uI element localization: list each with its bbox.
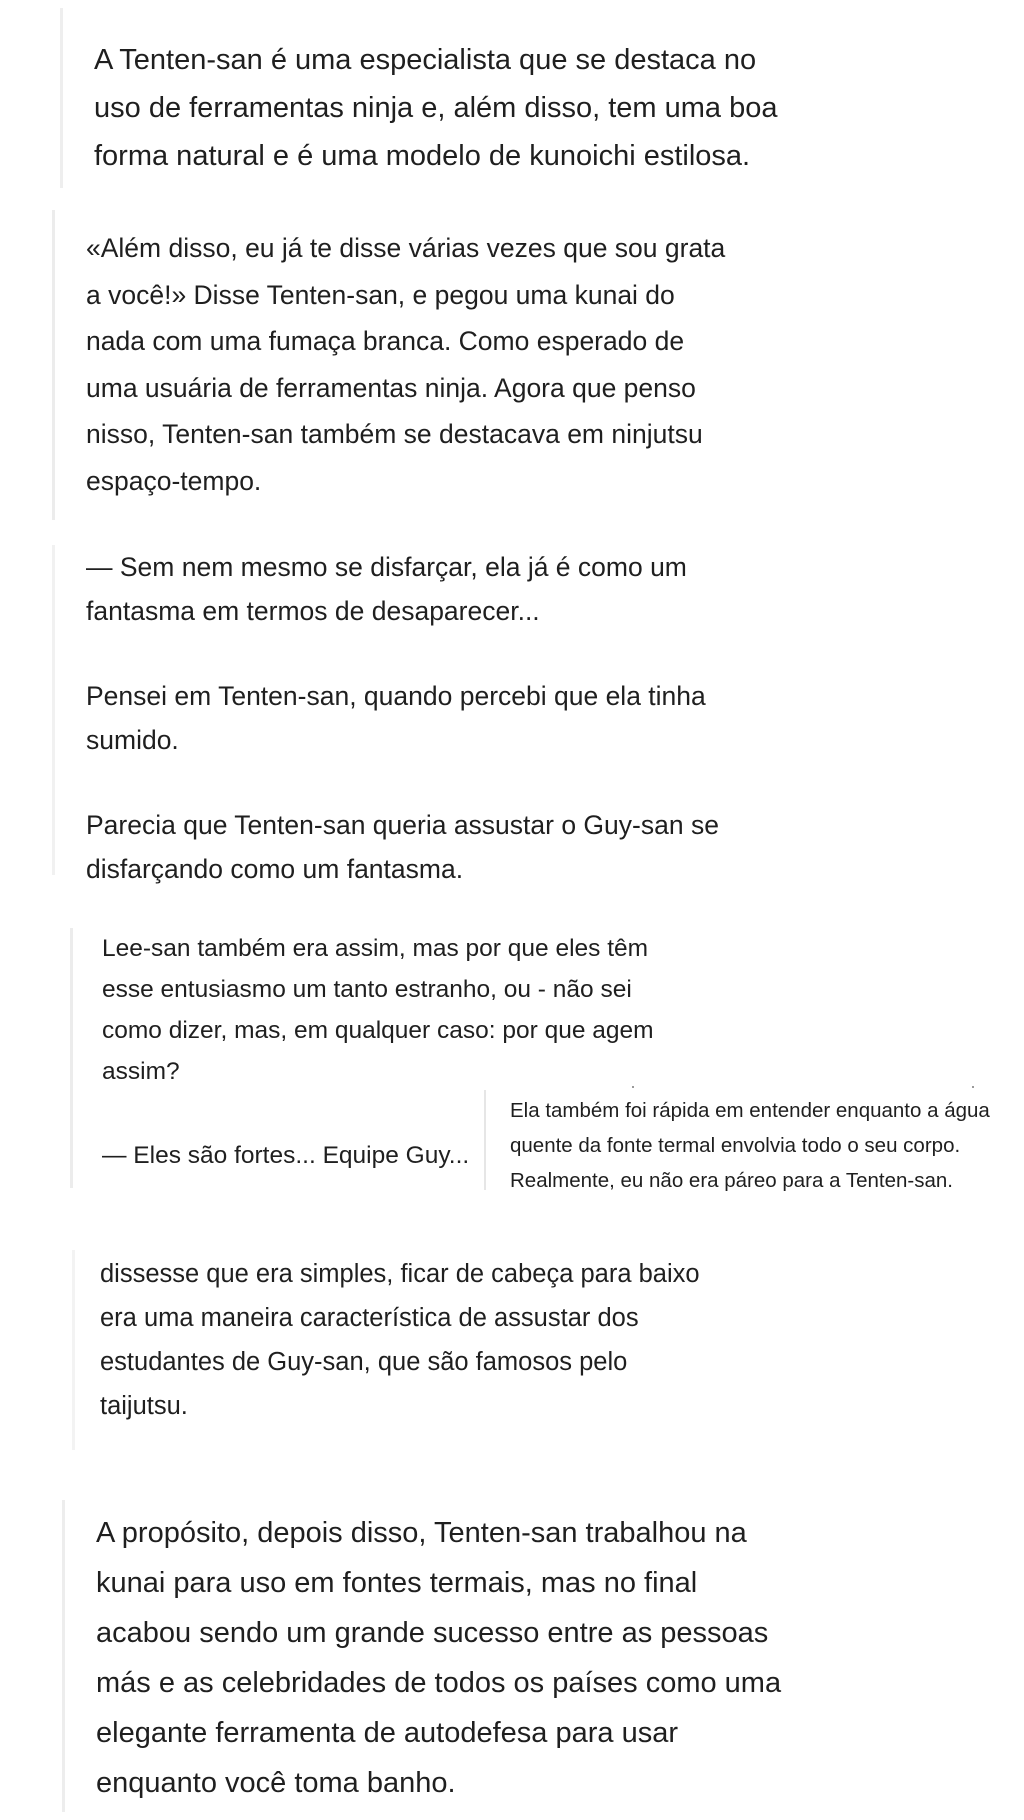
text-line: kunai para uso em fontes termais, mas no final — [96, 1567, 698, 1599]
text-block-inset — [484, 1090, 1024, 1190]
quote-bar — [60, 8, 63, 188]
speck-mark — [632, 1086, 634, 1088]
text-line: Pensei em Tenten-san, quando percebi que ela tinha — [86, 681, 706, 711]
paragraph — [94, 36, 777, 180]
text-line: uma usuária de ferramentas ninja. Agora que penso — [86, 372, 696, 403]
quote-bar — [62, 1500, 65, 1812]
text-block-1 — [60, 8, 840, 188]
text-line: Parecia que Tenten-san queria assustar o Guy-san se — [86, 810, 719, 840]
text-line: forma natural e é uma modelo de kunoichi estilosa. — [94, 140, 751, 172]
text-line: uso de ferramentas ninja e, além disso, tem uma boa — [94, 92, 778, 124]
text-line: como dizer, mas, em qualquer caso: por que agem — [102, 1017, 654, 1044]
speck-mark — [972, 1086, 974, 1088]
text-block-7 — [62, 1500, 852, 1812]
text-line: dissesse que era simples, ficar de cabeça para baixo — [100, 1260, 700, 1288]
text-line: A propósito, depois disso, Tenten-san trabalhou na — [96, 1517, 747, 1549]
paragraph — [510, 1093, 990, 1198]
text-line: estudantes de Guy-san, que são famosos pelo — [100, 1348, 628, 1376]
text-line: enquanto você toma banho. — [96, 1767, 456, 1799]
quote-bar — [52, 545, 55, 875]
text-line: era uma maneira característica de assustar dos — [100, 1304, 639, 1332]
text-block-4 — [70, 928, 654, 1188]
quote-bar — [484, 1090, 486, 1190]
text-line: nada com uma fumaça branca. Como esperado de — [86, 326, 685, 356]
paragraph — [102, 928, 654, 1092]
text-block-2 — [52, 210, 812, 520]
text-line: A Tenten-san é uma especialista que se destaca no — [94, 44, 757, 76]
text-line: elegante ferramenta de autodefesa para usar — [96, 1717, 679, 1749]
text-line: — Sem nem mesmo se disfarçar, ela já é como um — [86, 552, 687, 582]
text-line: quente da fonte termal envolvia todo o seu corpo. — [510, 1134, 961, 1157]
text-line: nisso, Tenten-san também se destacava em ninjutsu — [86, 419, 703, 449]
text-line: taijutsu. — [100, 1392, 188, 1420]
text-line: a você!» Disse Tenten-san, e pegou uma kunai do — [86, 279, 675, 310]
text-line: fantasma em termos de desaparecer... — [86, 596, 540, 626]
text-line: espaço-tempo. — [86, 465, 262, 496]
text-line: — Eles são fortes... Equipe Guy... — [102, 1142, 470, 1169]
text-line: Realmente, eu não era páreo para a Tenten-san. — [510, 1169, 953, 1192]
paragraph — [86, 225, 725, 504]
text-line: esse entusiasmo um tanto estranho, ou - não sei — [102, 976, 632, 1003]
paragraph — [86, 674, 706, 762]
paragraph — [86, 545, 687, 633]
paragraph — [100, 1252, 700, 1428]
text-line: Lee-san também era assim, mas por que eles têm — [102, 935, 649, 962]
text-line: acabou sendo um grande sucesso entre as pessoas — [96, 1617, 769, 1649]
text-line: «Além disso, eu já te disse várias vezes que sou grata — [86, 233, 726, 263]
paragraph — [96, 1508, 781, 1808]
text-line: Ela também foi rápida em entender enquanto a água — [510, 1099, 990, 1122]
text-block-3 — [52, 545, 812, 884]
text-line: assim? — [102, 1058, 180, 1085]
text-line: sumido. — [86, 725, 179, 755]
quote-bar — [70, 928, 73, 1188]
paragraph — [102, 1135, 469, 1176]
quote-bar — [52, 210, 55, 520]
paragraph — [86, 803, 719, 891]
text-block-6 — [72, 1250, 812, 1450]
quote-bar — [72, 1250, 75, 1450]
text-line: disfarçando como um fantasma. — [86, 854, 464, 884]
text-line: más e as celebridades de todos os países como uma — [96, 1667, 782, 1699]
